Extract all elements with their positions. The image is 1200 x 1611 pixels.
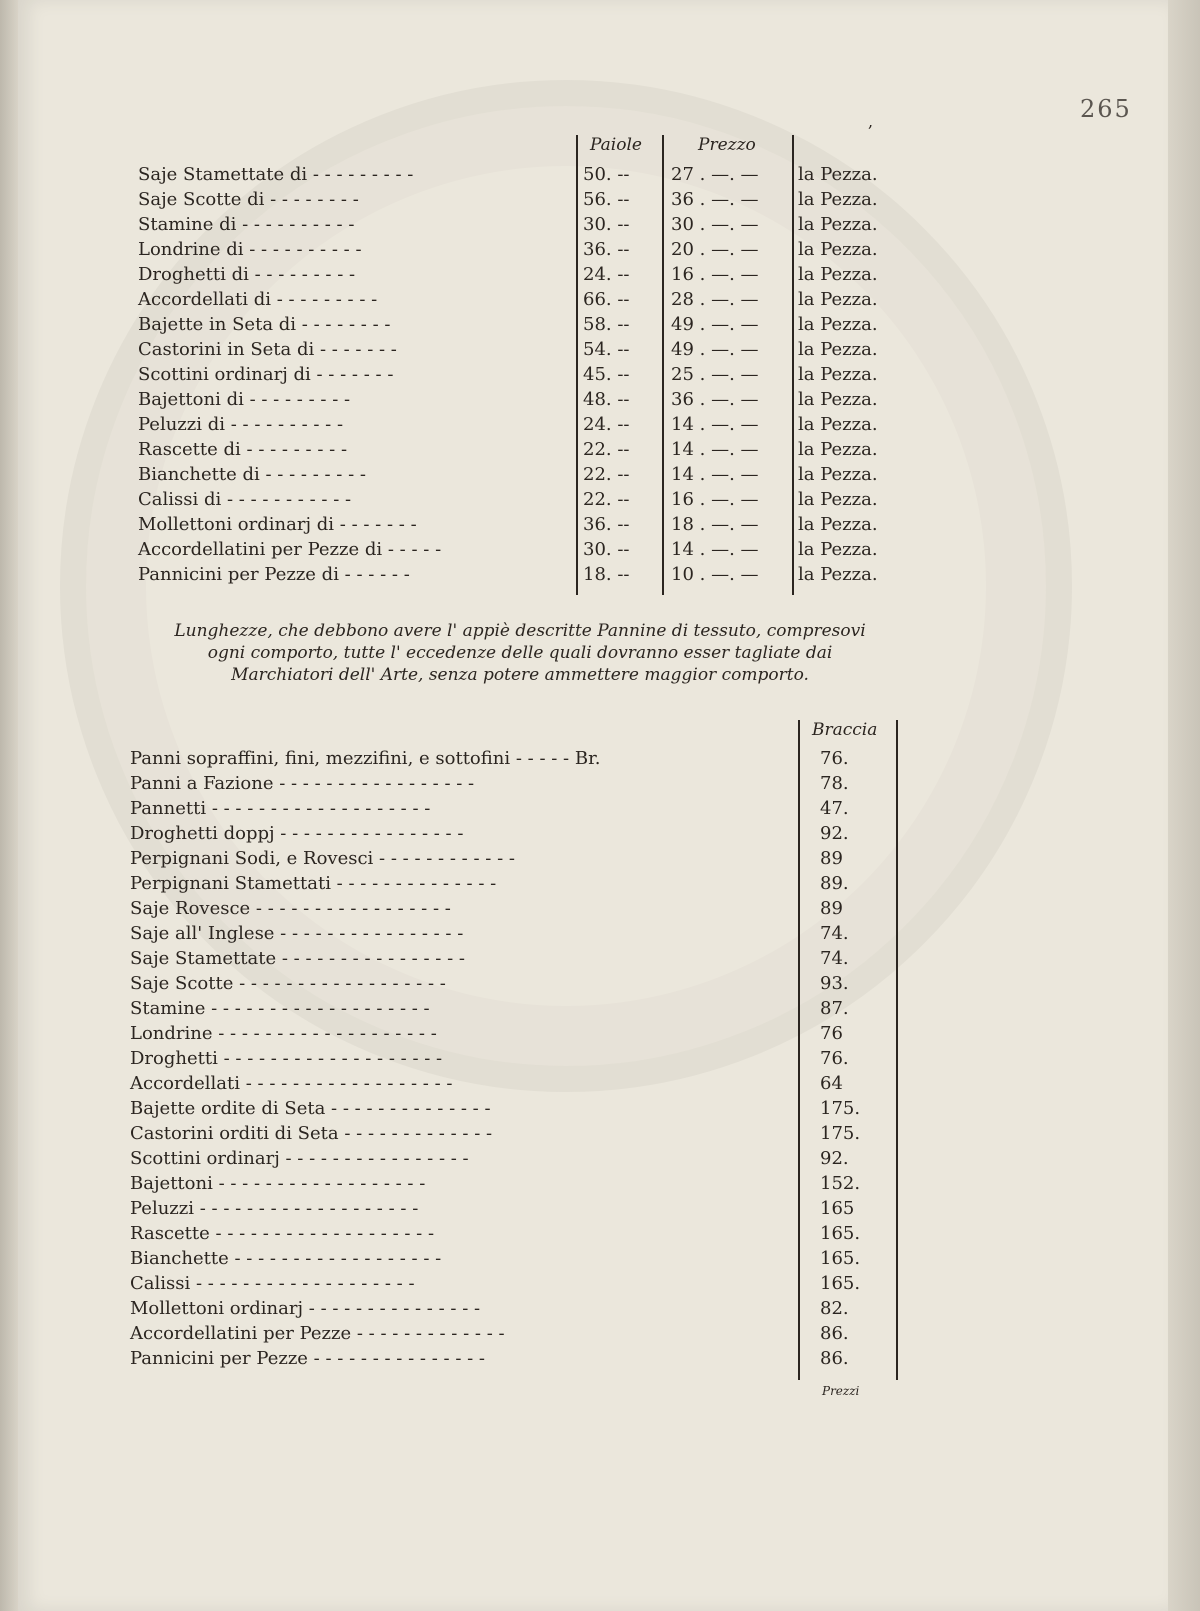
row-name: Pannetti - - - - - - - - - - - - - - - - - - - <box>130 798 431 819</box>
row-paia: 36. -- <box>583 239 630 260</box>
row-name: Accordellati - - - - - - - - - - - - - - - - - - <box>130 1073 453 1094</box>
page-mark: , <box>868 112 874 131</box>
row-name: Pannicini per Pezze - - - - - - - - - - - - - - - <box>130 1348 486 1369</box>
page-edge <box>1168 0 1200 1611</box>
table2-row <box>130 1096 890 1121</box>
row-paia: 24. -- <box>583 414 630 435</box>
row-name: Bianchette di - - - - - - - - - <box>138 464 366 485</box>
row-unit: la Pezza. <box>798 439 878 460</box>
row-unit: la Pezza. <box>798 539 878 560</box>
row-value: 175. <box>820 1123 861 1144</box>
row-prezzo: 30 . —. — <box>671 214 759 235</box>
row-value: 92. <box>820 823 849 844</box>
table2-row <box>130 846 890 871</box>
row-name: Londrine - - - - - - - - - - - - - - - - - - - <box>130 1023 437 1044</box>
col-header-prezzo: Prezzo <box>698 135 756 155</box>
row-value: 47. <box>820 798 849 819</box>
row-value: 86. <box>820 1323 849 1344</box>
table2-row <box>130 1146 890 1171</box>
table2-row <box>130 896 890 921</box>
col-header-paia: Paiole <box>590 135 642 155</box>
row-name: Droghetti - - - - - - - - - - - - - - - - - - - <box>130 1048 443 1069</box>
row-prezzo: 28 . —. — <box>671 289 759 310</box>
row-unit: la Pezza. <box>798 314 878 335</box>
row-name: Scottini ordinarj di - - - - - - - <box>138 364 394 385</box>
table2-row <box>130 871 890 896</box>
row-paia: 56. -- <box>583 189 630 210</box>
row-prezzo: 10 . —. — <box>671 564 759 585</box>
paragraph-line: Marchiatori dell' Arte, senza potere ammettere maggior comporto. <box>231 665 809 685</box>
table2-row <box>130 821 890 846</box>
row-name: Droghetti di - - - - - - - - - <box>138 264 356 285</box>
row-name: Droghetti doppj - - - - - - - - - - - - - - - - <box>130 823 464 844</box>
row-name: Calissi - - - - - - - - - - - - - - - - - - - <box>130 1273 415 1294</box>
table1-row <box>138 212 908 237</box>
row-paia: 66. -- <box>583 289 630 310</box>
row-prezzo: 49 . —. — <box>671 339 759 360</box>
row-name: Perpignani Sodi, e Rovesci - - - - - - - - - - - - <box>130 848 515 869</box>
table2-row <box>130 921 890 946</box>
row-name: Saje Stamettate - - - - - - - - - - - - - - - - <box>130 948 465 969</box>
table1-row <box>138 412 908 437</box>
table2-row <box>130 796 890 821</box>
row-name: Saje Rovesce - - - - - - - - - - - - - - - - - <box>130 898 451 919</box>
row-value: 165 <box>820 1198 855 1219</box>
table2-row <box>130 1046 890 1071</box>
row-name: Scottini ordinarj - - - - - - - - - - - - - - - - <box>130 1148 469 1169</box>
row-paia: 36. -- <box>583 514 630 535</box>
table1-row <box>138 337 908 362</box>
row-name: Mollettoni ordinarj di - - - - - - - <box>138 514 417 535</box>
row-name: Pannicini per Pezze di - - - - - - <box>138 564 410 585</box>
row-value: 64 <box>820 1073 843 1094</box>
row-prezzo: 16 . —. — <box>671 489 759 510</box>
row-prezzo: 14 . —. — <box>671 439 759 460</box>
row-name: Rascette - - - - - - - - - - - - - - - - - - - <box>130 1223 435 1244</box>
row-name: Panni a Fazione - - - - - - - - - - - - - - - - - <box>130 773 475 794</box>
table2-row <box>130 746 890 771</box>
row-name: Mollettoni ordinarj - - - - - - - - - - - - - - - <box>130 1298 481 1319</box>
row-value: 175. <box>820 1098 861 1119</box>
row-unit: la Pezza. <box>798 414 878 435</box>
row-paia: 30. -- <box>583 539 630 560</box>
row-name: Bajette ordite di Seta - - - - - - - - - - - - - - <box>130 1098 491 1119</box>
row-name: Peluzzi di - - - - - - - - - - <box>138 414 344 435</box>
row-value: 165. <box>820 1273 861 1294</box>
table2-row <box>130 971 890 996</box>
row-value: 82. <box>820 1298 849 1319</box>
row-name: Calissi di - - - - - - - - - - - <box>138 489 352 510</box>
table1-row <box>138 487 908 512</box>
row-name: Saje Stamettate di - - - - - - - - - <box>138 164 414 185</box>
table1-row <box>138 512 908 537</box>
table1-row <box>138 562 908 587</box>
row-unit: la Pezza. <box>798 189 878 210</box>
table1-row <box>138 362 908 387</box>
row-paia: 50. -- <box>583 164 630 185</box>
table1-row <box>138 462 908 487</box>
table2-row <box>130 1171 890 1196</box>
row-value: 76. <box>820 1048 849 1069</box>
row-name: Accordellatini per Pezze - - - - - - - - - - - - - <box>130 1323 505 1344</box>
row-unit: la Pezza. <box>798 214 878 235</box>
table2-row <box>130 1346 890 1371</box>
row-value: 165. <box>820 1248 861 1269</box>
table1-row <box>138 437 908 462</box>
row-name: Stamine di - - - - - - - - - - <box>138 214 355 235</box>
paragraph-line: ogni comporto, tutte l' eccedenze delle quali dovranno esser tagliate dai <box>207 643 833 663</box>
table1-row <box>138 187 908 212</box>
row-value: 87. <box>820 998 849 1019</box>
row-prezzo: 14 . —. — <box>671 414 759 435</box>
row-paia: 22. -- <box>583 464 630 485</box>
row-paia: 58. -- <box>583 314 630 335</box>
row-unit: la Pezza. <box>798 389 878 410</box>
table2-row <box>130 1021 890 1046</box>
row-unit: la Pezza. <box>798 514 878 535</box>
page-number: 265 <box>1080 95 1132 123</box>
row-value: 89 <box>820 848 843 869</box>
row-unit: la Pezza. <box>798 339 878 360</box>
row-name: Panni sopraffini, fini, mezzifini, e sottofini - - - - - Br. <box>130 748 601 769</box>
row-paia: 45. -- <box>583 364 630 385</box>
row-value: 78. <box>820 773 849 794</box>
col-header-braccia: Braccia <box>812 720 878 740</box>
row-paia: 24. -- <box>583 264 630 285</box>
table2-row <box>130 1271 890 1296</box>
table2-row <box>130 1296 890 1321</box>
row-prezzo: 27 . —. — <box>671 164 759 185</box>
row-paia: 22. -- <box>583 489 630 510</box>
row-name: Saje Scotte - - - - - - - - - - - - - - - - - - <box>130 973 446 994</box>
row-name: Londrine di - - - - - - - - - - <box>138 239 362 260</box>
row-name: Castorini in Seta di - - - - - - - <box>138 339 397 360</box>
catchword: Prezzi <box>822 1384 860 1398</box>
row-prezzo: 16 . —. — <box>671 264 759 285</box>
row-name: Bianchette - - - - - - - - - - - - - - - - - - <box>130 1248 442 1269</box>
row-name: Castorini orditi di Seta - - - - - - - - - - - - - <box>130 1123 493 1144</box>
table1-row <box>138 537 908 562</box>
table2-row <box>130 1321 890 1346</box>
row-value: 152. <box>820 1173 861 1194</box>
row-name: Accordellatini per Pezze di - - - - - <box>138 539 442 560</box>
table2-row <box>130 996 890 1021</box>
row-unit: la Pezza. <box>798 289 878 310</box>
table2-rule-2 <box>896 720 898 1380</box>
row-name: Perpignani Stamettati - - - - - - - - - - - - - - <box>130 873 497 894</box>
row-name: Stamine - - - - - - - - - - - - - - - - - - - <box>130 998 430 1019</box>
row-value: 86. <box>820 1348 849 1369</box>
row-prezzo: 49 . —. — <box>671 314 759 335</box>
table1-row <box>138 237 908 262</box>
row-name: Peluzzi - - - - - - - - - - - - - - - - - - - <box>130 1198 419 1219</box>
row-value: 165. <box>820 1223 861 1244</box>
table2-row <box>130 1196 890 1221</box>
row-prezzo: 25 . —. — <box>671 364 759 385</box>
row-prezzo: 14 . —. — <box>671 464 759 485</box>
table2-row <box>130 1071 890 1096</box>
table1-row <box>138 387 908 412</box>
lengths-paragraph <box>125 620 915 686</box>
row-name: Accordellati di - - - - - - - - - <box>138 289 378 310</box>
table2-row <box>130 946 890 971</box>
row-name: Bajettoni di - - - - - - - - - <box>138 389 351 410</box>
row-unit: la Pezza. <box>798 364 878 385</box>
book-gutter <box>0 0 18 1611</box>
row-name: Rascette di - - - - - - - - - <box>138 439 348 460</box>
row-value: 74. <box>820 923 849 944</box>
row-unit: la Pezza. <box>798 464 878 485</box>
table1-row <box>138 262 908 287</box>
row-name: Bajette in Seta di - - - - - - - - <box>138 314 391 335</box>
row-value: 93. <box>820 973 849 994</box>
row-value: 89. <box>820 873 849 894</box>
row-paia: 18. -- <box>583 564 630 585</box>
table2-row <box>130 771 890 796</box>
table2-row <box>130 1246 890 1271</box>
table2-row <box>130 1121 890 1146</box>
row-paia: 30. -- <box>583 214 630 235</box>
row-prezzo: 36 . —. — <box>671 189 759 210</box>
row-paia: 48. -- <box>583 389 630 410</box>
table1-row <box>138 162 908 187</box>
row-name: Bajettoni - - - - - - - - - - - - - - - - - - <box>130 1173 426 1194</box>
row-unit: la Pezza. <box>798 489 878 510</box>
row-unit: la Pezza. <box>798 264 878 285</box>
row-value: 74. <box>820 948 849 969</box>
row-value: 76 <box>820 1023 843 1044</box>
row-unit: la Pezza. <box>798 164 878 185</box>
row-unit: la Pezza. <box>798 564 878 585</box>
table1-row <box>138 287 908 312</box>
row-name: Saje Scotte di - - - - - - - - <box>138 189 359 210</box>
row-value: 92. <box>820 1148 849 1169</box>
paragraph-line: Lunghezze, che debbono avere l' appiè descritte Pannine di tessuto, compresovi <box>174 621 866 641</box>
row-value: 89 <box>820 898 843 919</box>
row-paia: 22. -- <box>583 439 630 460</box>
table1-row <box>138 312 908 337</box>
row-unit: la Pezza. <box>798 239 878 260</box>
row-prezzo: 20 . —. — <box>671 239 759 260</box>
row-prezzo: 36 . —. — <box>671 389 759 410</box>
row-prezzo: 18 . —. — <box>671 514 759 535</box>
row-name: Saje all' Inglese - - - - - - - - - - - - - - - - <box>130 923 464 944</box>
row-prezzo: 14 . —. — <box>671 539 759 560</box>
row-paia: 54. -- <box>583 339 630 360</box>
row-value: 76. <box>820 748 849 769</box>
table2-row <box>130 1221 890 1246</box>
